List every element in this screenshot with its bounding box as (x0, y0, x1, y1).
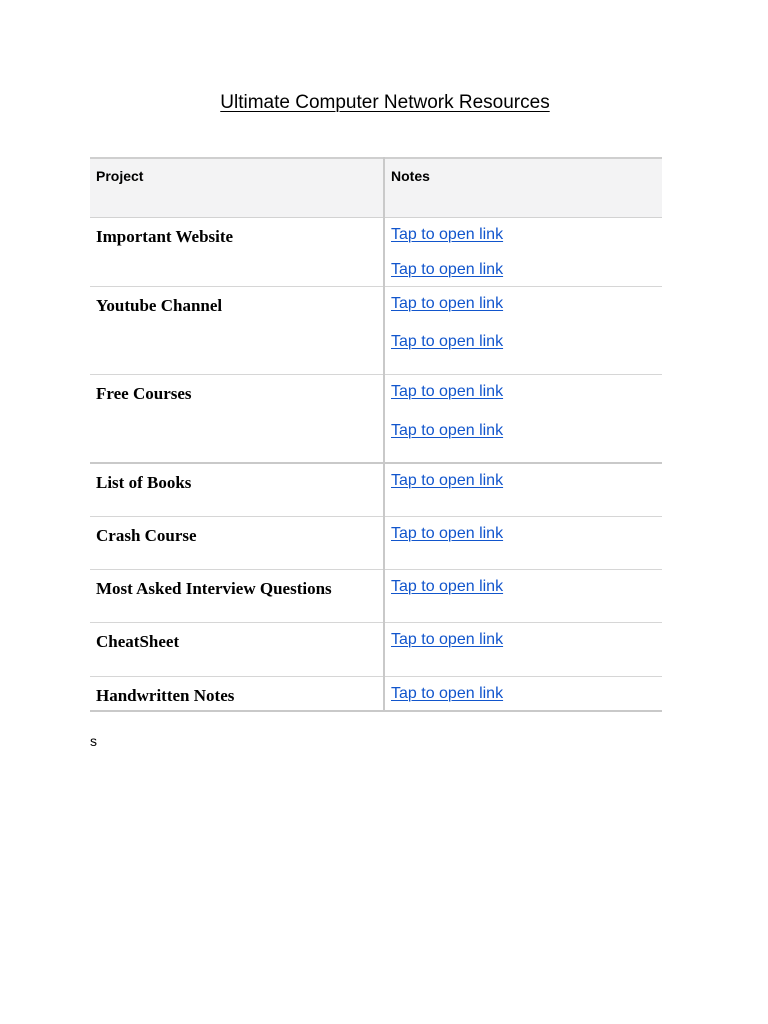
resource-link[interactable]: Tap to open link (391, 225, 504, 243)
table-row (90, 516, 662, 569)
project-name: Important Website (90, 217, 384, 286)
project-name: Most Asked Interview Questions (90, 569, 384, 622)
resources-table (90, 157, 662, 712)
resource-link[interactable]: Tap to open link (391, 684, 504, 702)
project-name: Handwritten Notes (90, 676, 384, 711)
table-row (90, 569, 662, 622)
table-row (90, 286, 662, 374)
notes-cell (384, 516, 662, 569)
project-name: List of Books (90, 463, 384, 516)
project-name: Youtube Channel (90, 286, 384, 374)
column-header-project: Project (90, 158, 384, 217)
resource-link[interactable]: Tap to open link (391, 382, 504, 400)
notes-cell (384, 463, 662, 516)
resource-link[interactable]: Tap to open link (391, 524, 504, 542)
resource-link[interactable]: Tap to open link (391, 421, 504, 439)
notes-cell (384, 217, 662, 286)
notes-cell (384, 569, 662, 622)
table-row (90, 463, 662, 516)
project-name: CheatSheet (90, 622, 384, 676)
table-row (90, 676, 662, 711)
notes-cell (384, 374, 662, 463)
table-header-row (90, 158, 662, 217)
table-row (90, 622, 662, 676)
resource-link[interactable]: Tap to open link (391, 577, 504, 595)
table-row (90, 217, 662, 286)
project-name: Crash Course (90, 516, 384, 569)
document-title: Ultimate Computer Network Resources (220, 92, 550, 113)
notes-cell (384, 676, 662, 711)
column-header-notes: Notes (384, 158, 662, 217)
table-row (90, 374, 662, 463)
project-name: Free Courses (90, 374, 384, 463)
notes-cell (384, 622, 662, 676)
resource-link[interactable]: Tap to open link (391, 260, 504, 278)
resource-link[interactable]: Tap to open link (391, 472, 504, 489)
trailing-text: s (90, 733, 97, 749)
resource-link[interactable]: Tap to open link (391, 332, 504, 350)
resource-link[interactable]: Tap to open link (391, 294, 504, 312)
notes-cell (384, 286, 662, 374)
resource-link[interactable]: Tap to open link (391, 630, 504, 648)
